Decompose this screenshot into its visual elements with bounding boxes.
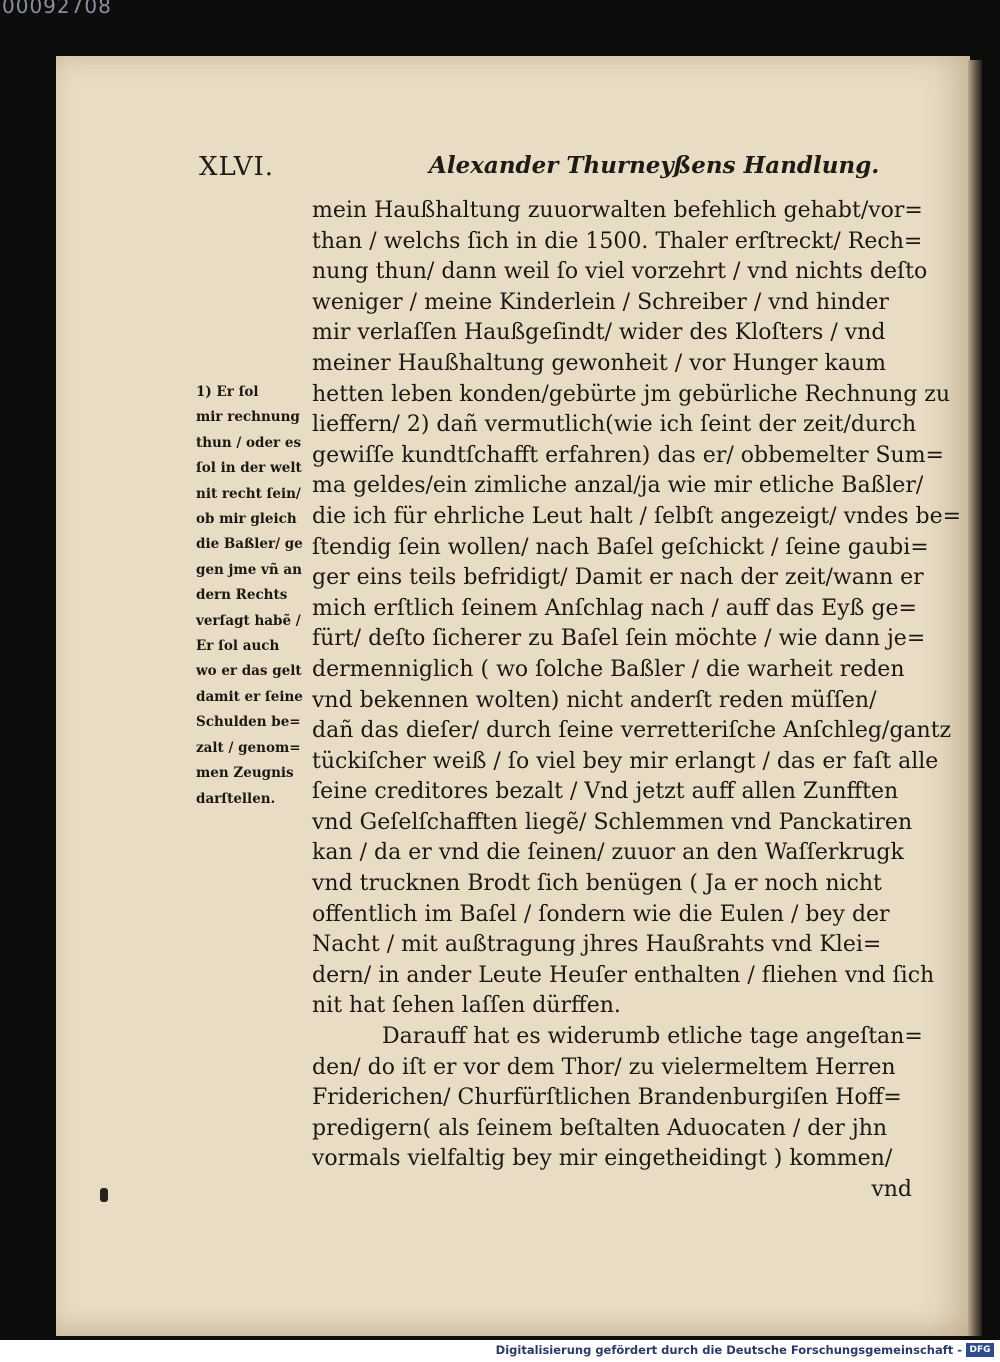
footer bbox=[0, 1340, 1000, 1362]
ink-mark bbox=[100, 1188, 108, 1202]
text-line: predigern( als ſeinem beſtalten Aduocaten / der jhn bbox=[312, 1115, 888, 1141]
margin-note-line: dern Rechts bbox=[196, 587, 288, 604]
margin-note-line: darſtellen. bbox=[196, 790, 276, 807]
margin-note bbox=[196, 380, 314, 812]
catchword: vnd bbox=[871, 1177, 912, 1202]
text-line: Nacht / mit außtragung jhres Haußrahts vnd Klei= bbox=[312, 932, 882, 958]
text-line: gewiſſe kundtſchafft erfahren) das er/ obbemelter Sum= bbox=[312, 442, 944, 468]
margin-note-line: nit recht ſein/ bbox=[196, 485, 301, 502]
text-line: ſeine creditores bezalt / Vnd jetzt auff allen Zunfften bbox=[312, 779, 899, 805]
text-line: ſtendig ſein wollen/ nach Baſel geſchickt / ſeine gaubi= bbox=[312, 534, 929, 560]
margin-note-line: verſagt habẽ / bbox=[196, 612, 301, 629]
scan-identifier: 00092708 bbox=[2, 0, 112, 18]
text-line: fürt/ deſto ſicherer zu Baſel ſein möchte / wie dann je= bbox=[312, 626, 926, 652]
text-line: Friderichen/ Churfürſtlichen Brandenburgiſen Hoff= bbox=[312, 1085, 902, 1111]
margin-note-line: thun / oder es bbox=[196, 434, 302, 451]
main-text-block bbox=[312, 196, 962, 1206]
text-line: ma geldes/ein zimliche anzal/ja wie mir etliche Baßler/ bbox=[312, 473, 924, 499]
running-head: Alexander Thurneyßens Handlung. bbox=[429, 152, 880, 179]
text-line: dermenniglich ( wo ſolche Baßler / die warheit reden bbox=[312, 656, 905, 682]
funding-notice: Digitalisierung gefördert durch die Deutsche Forschungsgemeinschaft - bbox=[495, 1343, 962, 1357]
text-line: kan / da er vnd die ſeinen/ zuuor an den Waſſerkrugk bbox=[312, 840, 904, 866]
dfg-logo: DFG bbox=[966, 1343, 994, 1357]
margin-note-line: die Baßler/ ge bbox=[196, 536, 303, 553]
margin-note-line: men Zeugnis bbox=[196, 765, 294, 782]
margin-note-line: mir rechnung bbox=[196, 409, 300, 426]
text-line-paragraph-start: Darauff hat es widerumb etliche tage angeſtan= bbox=[382, 1024, 923, 1050]
text-line: die ich für ehrliche Leut halt / ſelbſt angezeigt/ vndes be= bbox=[312, 503, 962, 529]
text-line: than / welchs ſich in die 1500. Thaler erſtreckt/ Rech= bbox=[312, 228, 923, 254]
text-line: vnd trucknen Brodt ſich benügen ( Ja er noch nicht bbox=[312, 871, 882, 897]
text-line: nung thun/ dann weil ſo viel vorzehrt / vnd nichts deſto bbox=[312, 259, 928, 285]
margin-note-line: Er ſol auch bbox=[196, 638, 280, 655]
margin-note-line: zalt / genom= bbox=[196, 739, 301, 756]
page-edge bbox=[968, 60, 982, 1336]
margin-note-line: Schulden be= bbox=[196, 714, 301, 731]
text-line: dañ das dieſer/ durch ſeine verretteriſche Anſchleg/gantz bbox=[312, 718, 952, 744]
text-line: den/ do iſt er vor dem Thor/ zu vielermeltem Herren bbox=[312, 1054, 896, 1080]
text-line: weniger / meine Kinderlein / Schreiber / vnd hinder bbox=[312, 289, 889, 315]
text-line: tückiſcher weiß / ſo viel bey mir erlangt / das er faſt alle bbox=[312, 748, 939, 774]
text-line: ger eins teils befridigt/ Damit er nach der zeit/wann er bbox=[312, 565, 924, 591]
margin-note-line: ob mir gleich bbox=[196, 511, 297, 528]
text-line: offentlich im Baſel / ſondern wie die Eulen / bey der bbox=[312, 901, 890, 927]
text-line: nit hat ſehen laſſen dürffen. bbox=[312, 993, 621, 1019]
text-line: dern/ in ander Leute Heuſer enthalten / fliehen vnd ſich bbox=[312, 962, 935, 988]
text-line: vnd bekennen wolten) nicht anderſt reden müſſen/ bbox=[312, 687, 877, 713]
text-line: vnd Geſelſchafften liegẽ/ Schlemmen vnd Panckatiren bbox=[312, 809, 913, 835]
folio-number: XLVI. bbox=[199, 152, 275, 182]
text-line: hetten leben konden/gebürte jm gebürliche Rechnung zu bbox=[312, 381, 951, 407]
text-line: mich erſtlich ſeinem Anſchlag nach / auff das Eyß ge= bbox=[312, 595, 917, 621]
text-line: meiner Haußhaltung gewonheit / vor Hunger kaum bbox=[312, 350, 886, 376]
page-header bbox=[199, 152, 959, 188]
text-line: mein Haußhaltung zuuorwalten befehlich gehabt/vor= bbox=[312, 198, 923, 223]
margin-note-line: damit er ſeine bbox=[196, 688, 303, 705]
margin-note-line: gen jme vñ an bbox=[196, 561, 302, 578]
margin-note-line: ſol in der welt bbox=[196, 460, 302, 477]
text-line: lieffern/ 2) dañ vermutlich(wie ich ſeint der zeit/durch bbox=[312, 412, 917, 438]
text-line: mir verlaſſen Haußgeſindt/ wider des Kloſters / vnd bbox=[312, 320, 886, 346]
margin-note-line: wo er das gelt bbox=[196, 663, 302, 680]
margin-note-line: 1) Er ſol bbox=[196, 384, 259, 400]
text-line: vormals vielfaltig bey mir eingetheidingt ) kommen/ bbox=[312, 1146, 893, 1172]
